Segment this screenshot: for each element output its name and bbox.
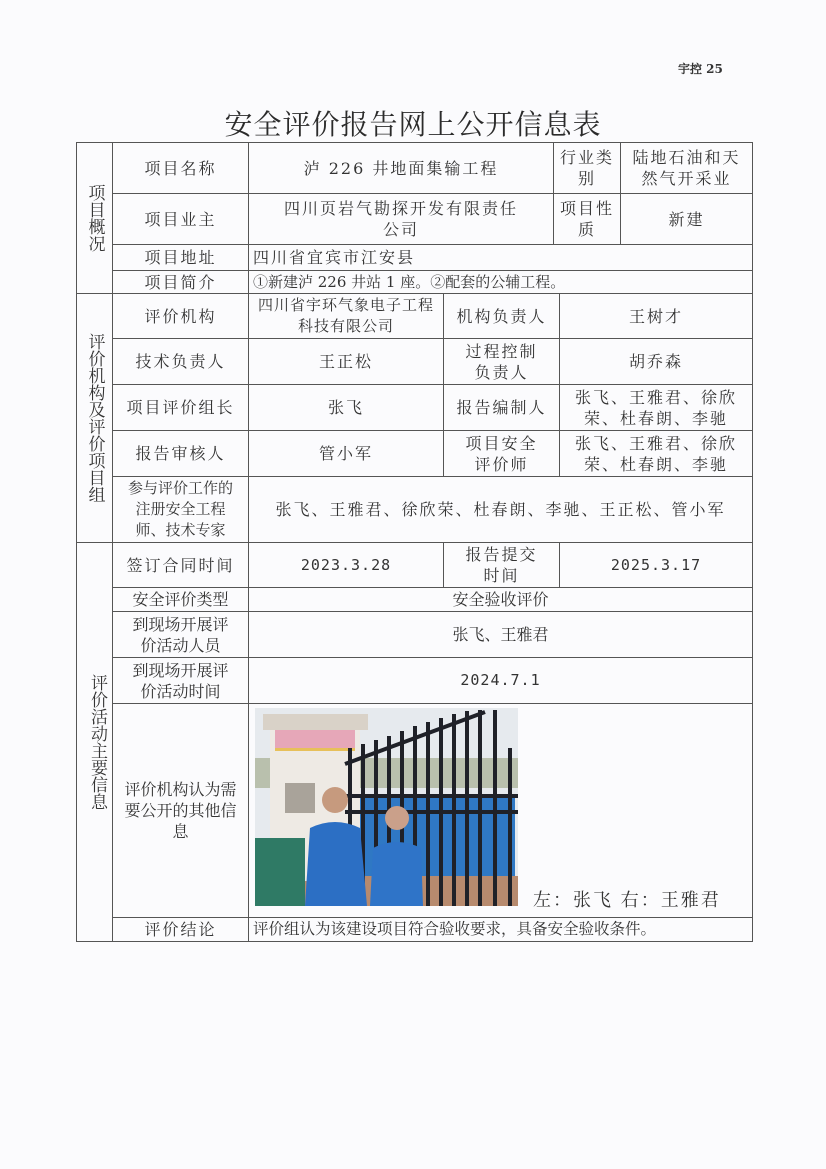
label-address: 项目地址 (112, 244, 249, 271)
label-site-date: 到现场开展评价活动时间 (112, 657, 249, 704)
label-summary: 项目简介 (112, 270, 249, 294)
value-report-author: 张飞、王雅君、徐欣荣、杜春朗、李驰 (559, 384, 753, 431)
label-contract-date: 签订合同时间 (112, 542, 249, 588)
value-owner: 四川页岩气勘探开发有限责任公司 (248, 193, 554, 245)
label-org: 评价机构 (112, 293, 249, 339)
value-safety-assessor: 张飞、王雅君、徐欣荣、杜春朗、李驰 (559, 430, 753, 477)
value-site-staff: 张飞、王雅君 (248, 611, 753, 658)
label-industry: 行业类别 (553, 142, 621, 194)
value-tech-head: 王正松 (248, 338, 444, 385)
value-industry: 陆地石油和天然气开采业 (620, 142, 753, 194)
label-safety-assessor: 项目安全评价师 (443, 430, 560, 477)
value-participants: 张飞、王雅君、徐欣荣、杜春朗、李驰、王正松、管小军 (248, 476, 753, 543)
label-participants: 参与评价工作的注册安全工程师、技术专家 (112, 476, 249, 543)
section-label-project-overview: 项目概况 (76, 142, 113, 294)
value-team-leader: 张飞 (248, 384, 444, 431)
value-summary: ①新建泸 226 井站 1 座。②配套的公辅工程。 (248, 270, 753, 294)
label-reviewer: 报告审核人 (112, 430, 249, 477)
value-evaluation-type: 安全验收评价 (248, 587, 753, 612)
label-tech-head: 技术负责人 (112, 338, 249, 385)
photo-caption: 左：张飞 右：王雅君 (533, 890, 721, 911)
value-submit-date: 2025.3.17 (559, 542, 753, 588)
section-label-text: 评价活动主要信息 (87, 674, 107, 810)
page-number: 宇控 25 (678, 62, 723, 76)
label-evaluation-type: 安全评价类型 (112, 587, 249, 612)
value-reviewer: 管小军 (248, 430, 444, 477)
value-process-head: 胡乔森 (559, 338, 753, 385)
value-project-name: 泸 226 井地面集输工程 (248, 142, 554, 194)
label-site-staff: 到现场开展评价活动人员 (112, 611, 249, 658)
label-team-leader: 项目评价组长 (112, 384, 249, 431)
site-photo-illustration (255, 708, 518, 906)
label-other-info: 评价机构认为需要公开的其他信息 (112, 703, 249, 918)
value-conclusion: 评价组认为该建设项目符合验收要求，具备安全验收条件。 (248, 917, 753, 942)
site-photo (255, 708, 518, 906)
page-title: 安全评价报告网上公开信息表 (224, 108, 602, 141)
label-report-author: 报告编制人 (443, 384, 560, 431)
label-process-head: 过程控制负责人 (443, 338, 560, 385)
label-conclusion: 评价结论 (112, 917, 249, 942)
value-org: 四川省宇环气象电子工程科技有限公司 (248, 293, 444, 339)
section-label-evaluation-org: 评价机构及评价项目组 (76, 293, 113, 543)
label-project-name: 项目名称 (112, 142, 249, 194)
label-org-head: 机构负责人 (443, 293, 560, 339)
label-nature: 项目性质 (553, 193, 621, 245)
section-label-evaluation-activity (76, 542, 113, 942)
value-contract-date: 2023.3.28 (248, 542, 444, 588)
value-address: 四川省宜宾市江安县 (248, 244, 753, 271)
value-site-date: 2024.7.1 (248, 657, 753, 704)
label-owner: 项目业主 (112, 193, 249, 245)
value-org-head: 王树才 (559, 293, 753, 339)
label-submit-date: 报告提交时间 (443, 542, 560, 588)
value-nature: 新建 (620, 193, 753, 245)
